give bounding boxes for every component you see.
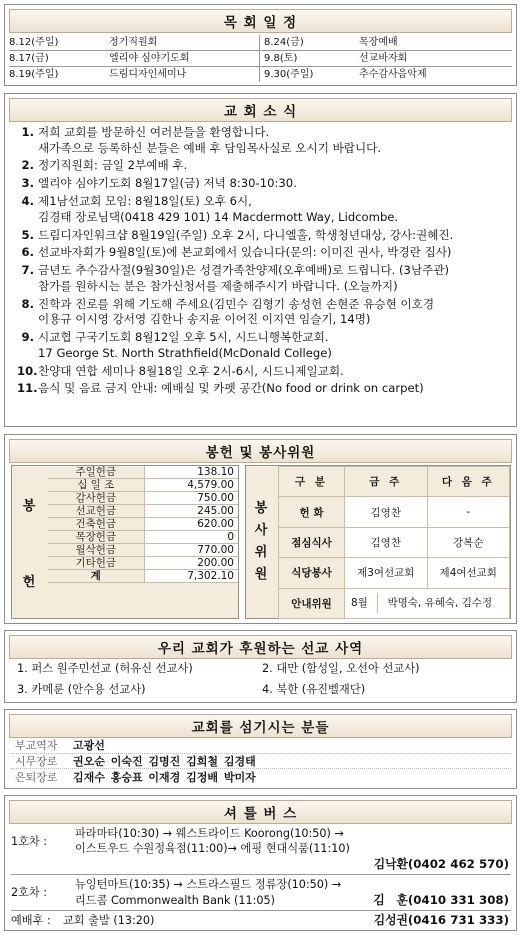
news-item: [17, 176, 511, 192]
offering-table: [48, 466, 238, 583]
table-row: [48, 518, 238, 531]
bus-route: 뉴잉턴마트(10:35) → 스트라스필드 정류장(10:50) → 리드콤 Commonwealth Bank (11:05): [75, 878, 342, 907]
schedule-event: 목장예배: [359, 37, 398, 48]
service-role: 식당봉사: [279, 558, 345, 588]
news-number: 2.: [21, 158, 34, 173]
table-row: [48, 466, 238, 479]
schedule-event: 엘리야 심야기도회: [109, 53, 190, 64]
offering-kind: 기타헌금: [48, 557, 144, 570]
schedule-date: 8.17(금): [9, 53, 49, 64]
offering-amount: 245.00: [144, 505, 238, 518]
serving-title: 교회를 섬기시는 분들: [9, 714, 512, 738]
offering-kind: 월삭헌금: [48, 544, 144, 557]
news-text: 엘리야 심야기도회 8월17일(금) 저녁 8:30-10:30.: [38, 176, 297, 191]
serving-role: 부교역자: [15, 739, 58, 753]
mission-item: 2. 대만 (함성일, 오선아 선교사): [262, 662, 420, 675]
news-text: 금년도 추수감사절(9월30일)은 성결가족찬양제(오후예배)로 드립니다. (3남주관) 참가를 원하시는 분은 참가신청서를 제출해주시기 바랍니다. (오늘까지): [38, 263, 450, 293]
news-item: [17, 158, 511, 174]
service-this-week: 김영찬: [345, 527, 428, 557]
serving-section: [4, 709, 517, 789]
bus-driver: 김 훈(0410 331 308): [373, 893, 509, 908]
news-text: 시교협 구국기도회 8월12일 오후 5시, 시드니행복한교회. 17 George St. North Strathfield(McDonald College): [38, 330, 332, 360]
news-item: [17, 381, 511, 397]
mission-item: 4. 북한 (유진벨재단): [262, 683, 366, 696]
offering-kind: 주일헌금: [48, 466, 144, 479]
offering-amount: 200.00: [144, 557, 238, 570]
column-header: 구 분: [279, 467, 345, 497]
news-text: 찬양대 연합 세미나 8월18일 오후 2시-6시, 시드니제일교회.: [38, 363, 344, 378]
table-row: [279, 497, 510, 527]
shuttle-bus: [11, 826, 511, 875]
table-row: [48, 505, 238, 518]
offering-kind: 감사헌금: [48, 492, 144, 505]
schedule-date: 8.19(주일): [9, 69, 59, 80]
table-row: [48, 492, 238, 505]
service-next-week: 제4여선교회: [427, 558, 510, 588]
schedule-event: 선교바자회: [359, 53, 408, 64]
schedule-event: 추수감사음악제: [359, 69, 427, 80]
news-section: [4, 93, 517, 427]
bus-label: 1호차 :: [11, 835, 48, 848]
service-next-week: -: [427, 497, 510, 527]
news-text: 진학과 진로를 위해 기도해 주세요(김민수 김형기 송성헌 손현준 유승현 이호경 이용규 이시영 강서영 김한나 송지윤 이어진 이지연 임슬기, 14명): [38, 296, 435, 327]
bus-label: 예배후 :: [11, 914, 51, 928]
serving-names: 김재수 홍승표 이재경 김정배 박미자: [73, 770, 256, 784]
service-this-week: 김영찬: [345, 497, 428, 527]
serving-row: [11, 754, 511, 770]
bus-driver: 김낙환(0402 462 570): [373, 856, 509, 871]
service-role: 점심식사: [279, 527, 345, 557]
serving-list: [11, 738, 511, 785]
offering-amount: 750.00: [144, 492, 238, 505]
service-next-week: 강복순: [427, 527, 510, 557]
table-row: [48, 570, 238, 583]
schedule-event: 드림디자인세미나: [109, 69, 187, 80]
offering-kind: 선교헌금: [48, 505, 144, 518]
service-role: 안내위원: [279, 588, 345, 618]
table-row: [48, 479, 238, 492]
shuttle-title: 셔 틀 버 스: [9, 800, 512, 824]
offering-total-label: 계: [48, 570, 144, 583]
usher-names: 박명숙, 유혜숙, 김수정: [387, 597, 493, 610]
schedule-date: 8.12(주일): [9, 37, 59, 48]
missions-section: [4, 630, 517, 703]
table-row: [279, 588, 510, 618]
schedule-date: 9.30(주일): [259, 67, 359, 82]
table-row: [48, 557, 238, 570]
schedule-section: [4, 4, 517, 86]
news-number: 9.: [21, 330, 34, 345]
table-row: [48, 531, 238, 544]
side-char: 위: [254, 545, 268, 560]
serving-row: [11, 769, 511, 785]
news-item: [17, 297, 511, 328]
mission-item: 1. 퍼스 원주민선교 (허유신 선교사): [17, 662, 193, 675]
offering-amount: 0: [144, 531, 238, 544]
news-number: 5.: [21, 227, 34, 242]
news-text: 정기직원회: 금일 2부예배 후.: [38, 158, 188, 173]
offering-box: [11, 465, 239, 619]
divider: [377, 593, 378, 613]
shuttle-bus: [11, 877, 511, 911]
service-side-label: [246, 466, 276, 618]
serving-role: 은퇴장로: [15, 770, 58, 784]
table-row: [279, 558, 510, 588]
usher-month: 8월: [351, 597, 368, 610]
news-text: 드림디자인워크샵 8월19일(주일) 오후 2시, 다니엘홀, 학생청년대상, 강사:권혜진.: [38, 227, 454, 242]
news-item: [17, 125, 511, 156]
shuttle-section: [4, 795, 517, 931]
serving-row: [11, 738, 511, 754]
schedule-table: [9, 35, 512, 82]
news-item: [17, 263, 511, 294]
bus-route: 파라마타(10:30) → 웨스트라이드 Koorong(10:50) → 이스트우드 수원정육점(11:00)→ 에핑 현대식품(11:10): [75, 827, 350, 856]
schedule-event: 정기직원회: [109, 37, 158, 48]
serving-names: 권오순 이숙진 김명진 김희철 김경태: [73, 754, 256, 768]
offering-kind: 십 일 조: [48, 479, 144, 492]
table-row: [279, 527, 510, 557]
news-number: 1.: [21, 125, 34, 139]
side-char: 봉: [22, 498, 36, 514]
column-header: 금 주: [345, 467, 428, 497]
schedule-date: 8.24(금): [259, 35, 359, 50]
serving-role: 시무장로: [15, 754, 58, 768]
side-char: 봉: [254, 501, 268, 516]
news-item: [17, 194, 511, 225]
offering-kind: 건축헌금: [48, 518, 144, 531]
missions-list: [17, 658, 511, 700]
bus-driver: 김성권(0416 731 333): [373, 913, 509, 928]
news-number: 3.: [21, 176, 34, 191]
offering-total: 7,302.10: [144, 570, 238, 583]
news-list: [17, 125, 511, 399]
side-char: 사: [254, 523, 268, 538]
shuttle-list: [11, 826, 511, 932]
side-char: 헌: [22, 574, 36, 590]
bus-route: 교회 출발 (13:20): [63, 914, 155, 928]
news-number: 4.: [21, 194, 34, 209]
table-header: [279, 467, 510, 497]
bus-label: 2호차 :: [11, 886, 48, 900]
offering-title: 봉헌 및 봉사위원: [9, 439, 512, 463]
offering-kind: 목장헌금: [48, 531, 144, 544]
offering-amount: 4,579.00: [144, 479, 238, 492]
mission-item: 3. 카메룬 (안수용 선교사): [17, 683, 146, 696]
service-role: 헌 화: [279, 497, 345, 527]
usher-cell: [345, 588, 510, 618]
offering-section: [4, 434, 517, 624]
shuttle-bus: [11, 913, 511, 930]
offering-side-label: [12, 466, 46, 618]
news-item: [17, 364, 511, 380]
news-number: 8.: [21, 296, 34, 311]
news-text: 음식 및 음료 금지 안내: 예배실 및 카펫 공간(No food or drink on carpet): [38, 381, 424, 396]
news-number: 6.: [21, 245, 34, 260]
news-item: [17, 245, 511, 261]
news-number: 7.: [21, 263, 34, 278]
serving-names: 고광선: [73, 739, 105, 753]
service-box: [245, 465, 511, 619]
offering-amount: 620.00: [144, 518, 238, 531]
news-title: 교 회 소 식: [9, 98, 512, 122]
schedule-title: 목 회 일 정: [9, 9, 512, 33]
news-item: [17, 330, 511, 361]
table-row: [48, 544, 238, 557]
schedule-date: 9.8(토): [259, 51, 359, 66]
news-text: 제1남선교회 모임: 8월18일(토) 오후 6시, 김경태 장로님댁(0418 429 101) 14 Macdermott Way, Lidcombe.: [38, 194, 399, 224]
news-number: 11.: [17, 381, 38, 396]
offering-amount: 138.10: [144, 466, 238, 479]
news-text: 선교바자회가 9월8일(토)에 본교회에서 있습니다(문의: 이미진 권사, 박경란 집사): [38, 245, 452, 260]
service-table: [278, 466, 510, 619]
news-number: 10.: [17, 363, 38, 378]
news-item: [17, 228, 511, 244]
offering-amount: 770.00: [144, 544, 238, 557]
missions-title: 우리 교회가 후원하는 선교 사역: [9, 635, 512, 659]
news-text: 저희 교회를 방문하신 여러분들을 환영합니다. 새가족으로 등록하신 분들은 예배 후 담임목사실로 오시기 바랍니다.: [38, 125, 382, 155]
side-char: 원: [254, 567, 268, 582]
column-header: 다 음 주: [427, 467, 510, 497]
service-this-week: 제3여선교회: [345, 558, 428, 588]
